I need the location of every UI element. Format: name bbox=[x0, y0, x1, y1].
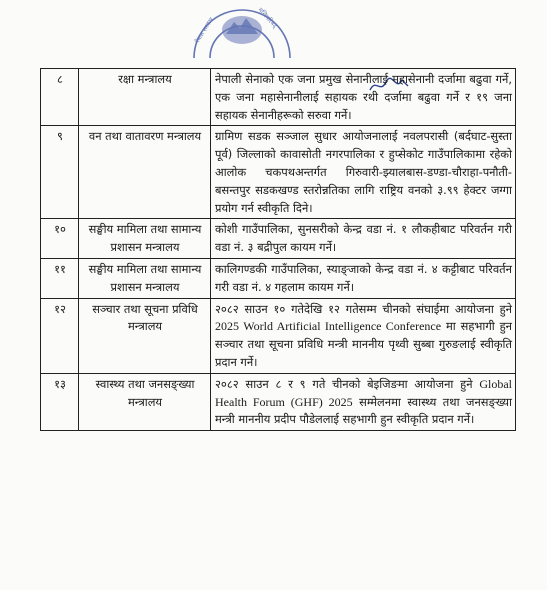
table-row bbox=[41, 126, 516, 219]
decision-text-part: सम्मेलनमा स्वास्थ्य तथा जनसङ्ख्या मन्त्री माननीय प्रदीप पौडेललाई सहभागी हुन स्वीकृति प्रदान गर्ने। bbox=[215, 394, 512, 427]
decision-number: ११ bbox=[41, 258, 79, 298]
decision-number: ८ bbox=[41, 69, 79, 126]
svg-text:मन्त्रिपरिषद्: मन्त्रिपरिषद् bbox=[256, 6, 279, 30]
event-name: Global Health Forum (GHF) 2025 bbox=[215, 376, 512, 409]
svg-text:नेपाल सरकार: नेपाल सरकार bbox=[193, 16, 216, 46]
ministry-name: सञ्चार तथा सूचना प्रविधि मन्त्रालय bbox=[79, 298, 211, 373]
ministry-name: रक्षा मन्त्रालय bbox=[79, 69, 211, 126]
ministry-name: स्वास्थ्य तथा जनसङ्ख्या मन्त्रालय bbox=[79, 373, 211, 430]
decision-text-part: मा सहभागी हुन सञ्चार तथा सूचना प्रविधि मन्त्री माननीय पृथ्वी सुब्बा गुरुङलाई स्वीकृति प्रदान गर्ने। bbox=[215, 319, 512, 369]
government-seal-stamp bbox=[188, 0, 296, 70]
ministry-name: सङ्घीय मामिला तथा सामान्य प्रशासन मन्त्रालय bbox=[79, 258, 211, 298]
table-row bbox=[41, 69, 516, 126]
decision-text-part: २०८२ साउन १० गतेदेखि १२ गतेसम्म चीनको संघाईमा आयोजना हुने bbox=[215, 301, 512, 316]
event-name: 2025 World Artificial Intelligence Conference bbox=[215, 319, 442, 334]
table-row bbox=[41, 298, 516, 373]
decision-text: ग्रामिण सडक सञ्जाल सुधार आयोजनालाई नवलपरासी (बर्दघाट-सुस्ता पूर्व) जिल्लाको कावासोती नगरपालिका र हुप्सेकोट गाउँपालिकामा रहेको आलोक चकपथअन्तर्गत गिरुवारी-झ्यालबास-डण्डा-चौराहा-पनौती-बसन्तपुर सडकखण्ड स्तरोन्नतिका लागि राष्ट्रिय वनको ३.९९ हेक्टर जग्गा प्रयोग गर्न स्वीकृति दिने। bbox=[211, 126, 516, 219]
decision-text-part: २०८२ साउन ८ र ९ गते चीनको बेइजिङमा आयोजना हुने bbox=[215, 376, 480, 391]
decision-text bbox=[211, 373, 516, 430]
decision-text bbox=[211, 298, 516, 373]
table-row bbox=[41, 258, 516, 298]
decision-number: ९ bbox=[41, 126, 79, 219]
table-row bbox=[41, 373, 516, 430]
decision-text: कालिगण्डकी गाउँपालिका, स्याङ्जाको केन्द्र वडा नं. ४ कट्टीबाट परिवर्तन गरी वडा नं. ४ गहलाम कायम गर्ने। bbox=[211, 258, 516, 298]
decisions-table bbox=[40, 68, 516, 431]
decision-text: नेपाली सेनाको एक जना प्रमुख सेनानीलाई महासेनानी दर्जामा बढुवा गर्ने, एक जना महासेनानीलाई सहायक रथी दर्जामा बढुवा गर्ने र १९ जना सहायक सेनानीहरूको सरुवा गर्ने। bbox=[211, 69, 516, 126]
ministry-name: सङ्घीय मामिला तथा सामान्य प्रशासन मन्त्रालय bbox=[79, 219, 211, 259]
decision-number: १३ bbox=[41, 373, 79, 430]
ministry-name: वन तथा वातावरण मन्त्रालय bbox=[79, 126, 211, 219]
decision-number: १२ bbox=[41, 298, 79, 373]
table-row bbox=[41, 219, 516, 259]
decision-text: कोशी गाउँपालिका, सुनसरीको केन्द्र वडा नं. १ लौकहीबाट परिवर्तन गरी वडा नं. ३ बद्रीपुल कायम गर्ने। bbox=[211, 219, 516, 259]
decision-number: १० bbox=[41, 219, 79, 259]
